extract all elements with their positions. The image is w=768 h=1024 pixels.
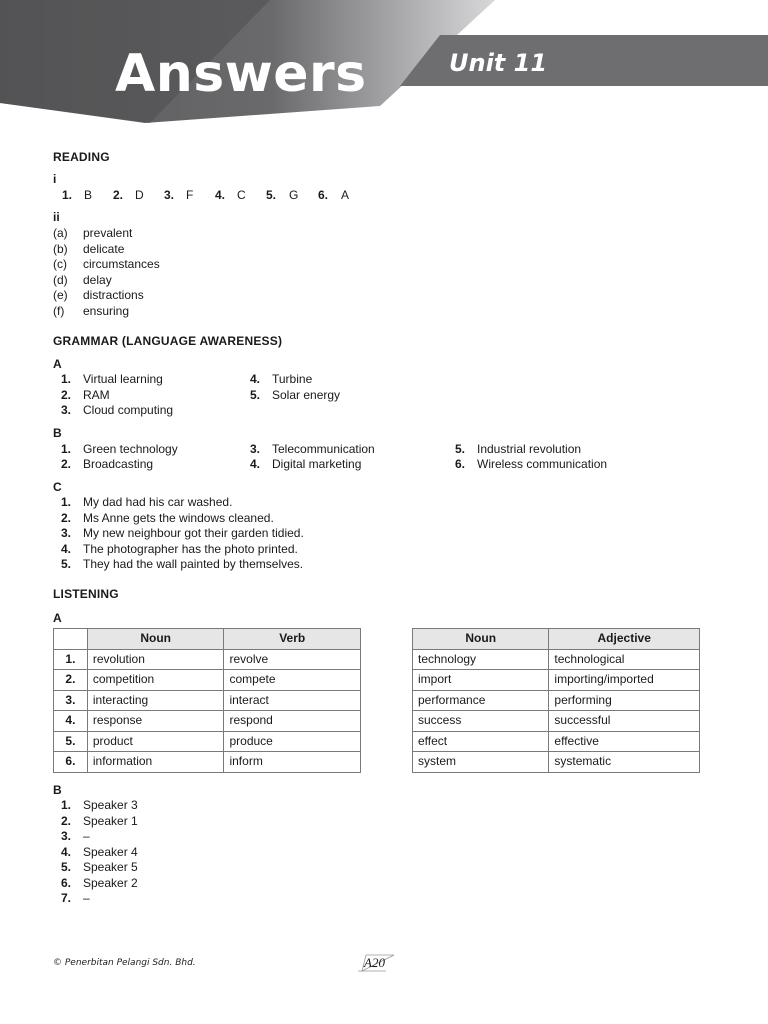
table-row: 6. information inform: [54, 752, 361, 773]
table-row: effect effective: [413, 731, 700, 752]
reading-part-i-label: i: [53, 172, 57, 186]
table-header: Noun: [87, 629, 224, 650]
table-header: Adjective: [549, 629, 700, 650]
table-row: performance performing: [413, 690, 700, 711]
page-number: [356, 954, 396, 972]
listening-b-label: B: [53, 783, 62, 797]
answer-number: 2.: [113, 188, 124, 202]
grammar-b-label: B: [53, 426, 62, 440]
noun-verb-table: [53, 628, 361, 773]
answer-value: B: [84, 188, 93, 202]
answer-value: G: [289, 188, 299, 202]
answer-value: C: [237, 188, 246, 202]
table-row: 2. competition compete: [54, 670, 361, 691]
reading-part-ii-label: ii: [53, 210, 60, 224]
table-row: 1. revolution revolve: [54, 649, 361, 670]
listening-heading: LISTENING: [53, 587, 119, 601]
answer-number: 4.: [215, 188, 226, 202]
reading-heading: READING: [53, 150, 110, 164]
table-header-blank: [54, 629, 88, 650]
table-row: import importing/imported: [413, 670, 700, 691]
table-row: 5. product produce: [54, 731, 361, 752]
noun-adjective-table: [412, 628, 700, 773]
grammar-c-label: C: [53, 480, 62, 494]
table-row: 3. interacting interact: [54, 690, 361, 711]
page-number-text: A20: [364, 955, 385, 970]
answer-number: 5.: [266, 188, 277, 202]
grammar-heading: GRAMMAR (LANGUAGE AWARENESS): [53, 334, 283, 348]
answer-value: A: [341, 188, 350, 202]
answer-value: D: [135, 188, 144, 202]
header-banner: [0, 0, 768, 130]
listening-a-label: A: [53, 611, 62, 625]
answer-number: 1.: [62, 188, 73, 202]
answer-number: 3.: [164, 188, 175, 202]
answer-value: F: [186, 188, 194, 202]
table-row: 4. response respond: [54, 711, 361, 732]
table-header: Verb: [224, 629, 361, 650]
table-header: Noun: [413, 629, 549, 650]
page-title: Answers: [115, 44, 367, 104]
grammar-a-label: A: [53, 357, 62, 371]
table-row: success successful: [413, 711, 700, 732]
unit-label: Unit 11: [449, 49, 548, 77]
table-row: system systematic: [413, 752, 700, 773]
copyright-text: © Penerbitan Pelangi Sdn. Bhd.: [53, 958, 196, 968]
table-row: technology technological: [413, 649, 700, 670]
answer-number: 6.: [318, 188, 329, 202]
